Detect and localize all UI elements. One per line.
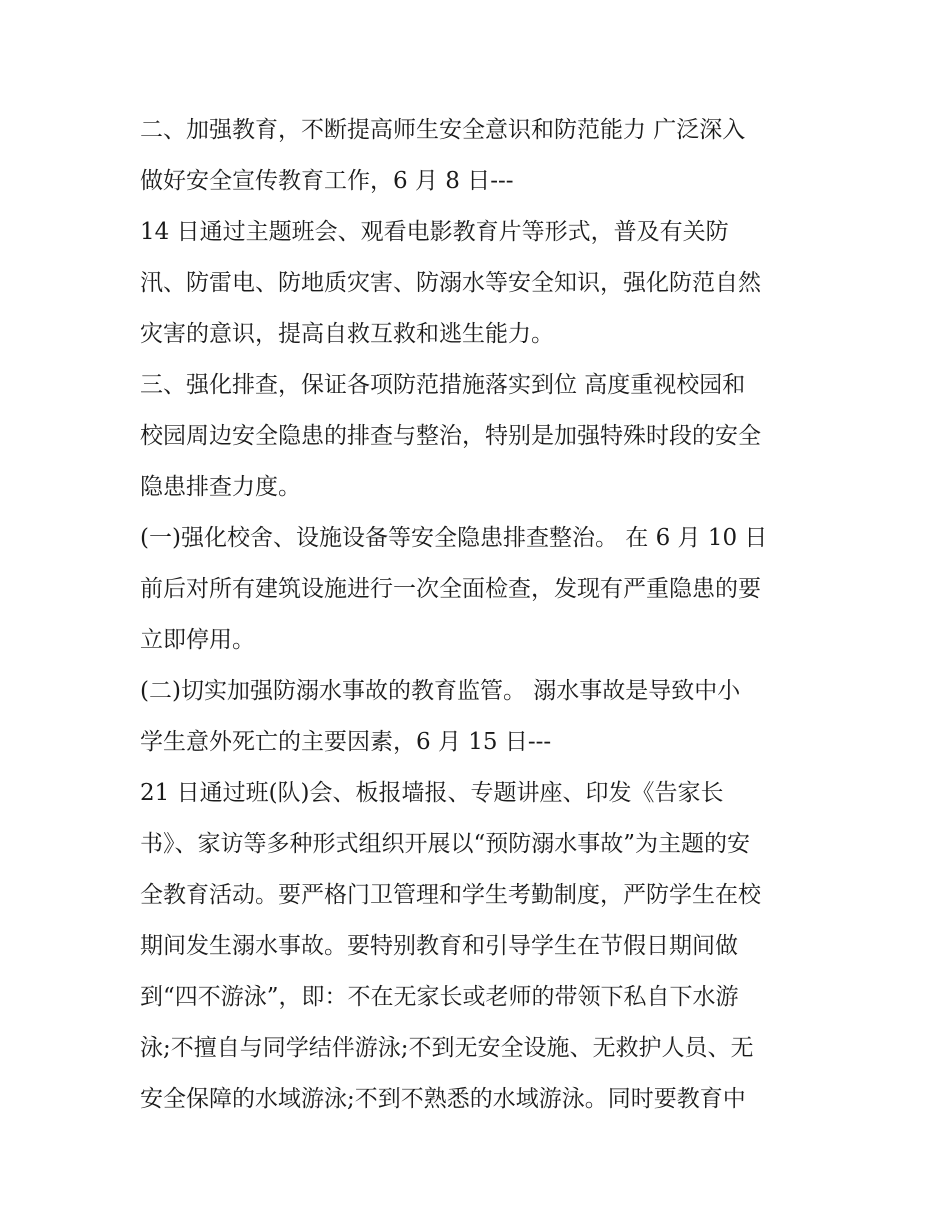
text-line: 二、加强教育，不断提高师生安全意识和防范能力 广泛深入 [140, 117, 746, 143]
text-line: 全教育活动。要严格门卫管理和学生考勤制度，严防学生在校 [140, 882, 761, 908]
text-line: (二)切实加强防溺水事故的教育监管。 溺水事故是导致中小 [140, 678, 741, 704]
text-line: 三、强化排查，保证各项防范措施落实到位 高度重视校园和 [140, 372, 746, 398]
body-text [140, 108, 830, 1128]
text-line: 灾害的意识，提高自救互救和逃生能力。 [140, 321, 554, 347]
text-line: 14 日通过主题班会、观看电影教育片等形式，普及有关防 [140, 219, 729, 245]
text-line: 安全保障的水域游泳;不到不熟悉的水域游泳。同时要教育中 [140, 1086, 746, 1112]
text-line: (一)强化校舍、设施设备等安全隐患排查整治。 在 6 月 10 日 [140, 525, 768, 551]
text-line: 学生意外死亡的主要因素，6 月 15 日--- [140, 729, 552, 755]
text-line: 校园周边安全隐患的排查与整治，特别是加强特殊时段的安全 [140, 423, 761, 449]
text-line: 书》、家访等多种形式组织开展以“预防溺水事故”为主题的安 [140, 831, 751, 857]
text-line: 做好安全宣传教育工作，6 月 8 日--- [140, 168, 514, 194]
text-line: 期间发生溺水事故。要特别教育和引导学生在节假日期间做 [140, 933, 738, 959]
text-line: 21 日通过班(队)会、板报墙报、专题讲座、印发《告家长 [140, 780, 724, 806]
text-line: 隐患排查力度。 [140, 474, 301, 500]
text-line: 前后对所有建筑设施进行一次全面检查，发现有严重隐患的要 [140, 576, 761, 602]
text-line: 泳;不擅自与同学结伴游泳;不到无安全设施、无救护人员、无 [140, 1035, 754, 1061]
text-line: 到“四不游泳”，即：不在无家长或老师的带领下私自下水游 [140, 984, 739, 1010]
text-line: 立即停用。 [140, 627, 255, 653]
text-line: 汛、防雷电、防地质灾害、防溺水等安全知识，强化防范自然 [140, 270, 761, 296]
